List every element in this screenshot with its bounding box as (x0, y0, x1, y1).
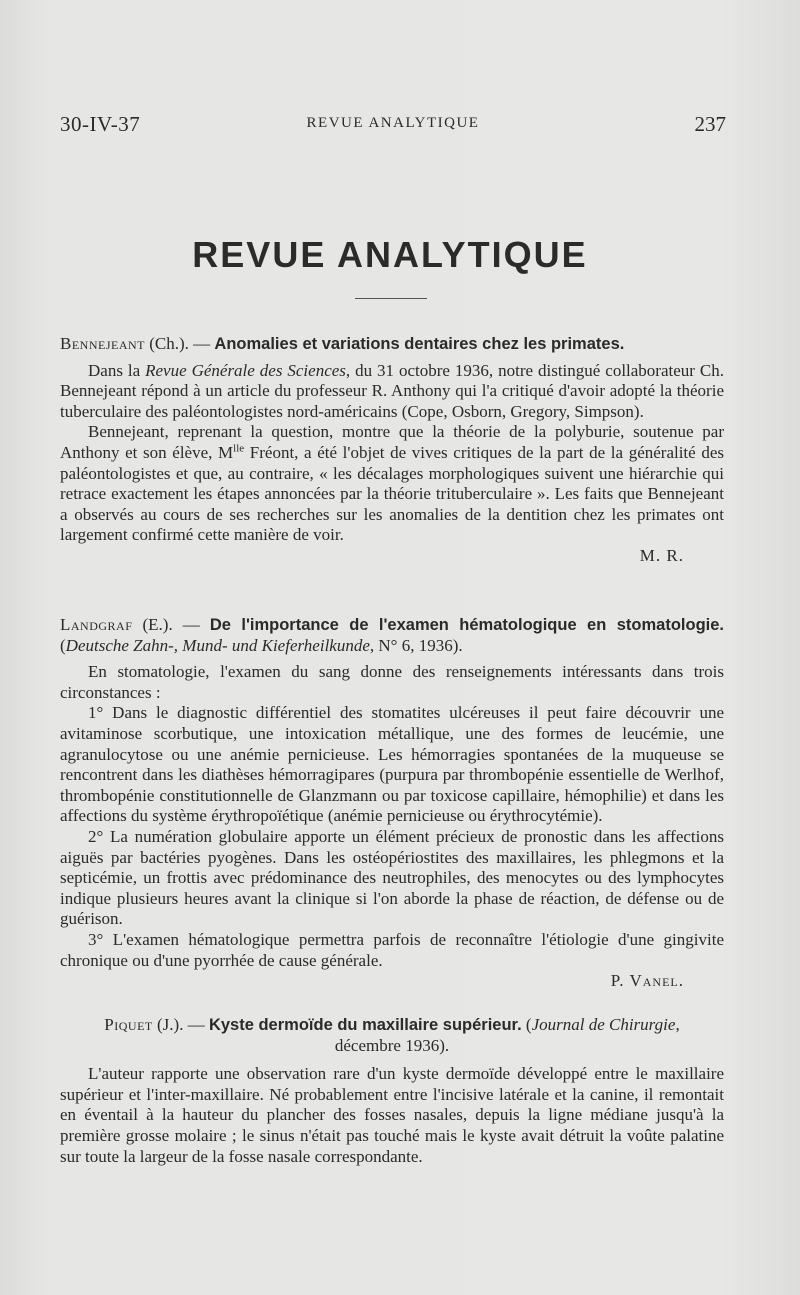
running-head-date: 30-IV-37 (60, 112, 141, 136)
paragraph-text: Dans la (88, 360, 146, 380)
paragraph-text: Fréont, a été l'objet de vives critiques de la part de la généralité des paléontologistes et que, au contraire, « les décalages morphologiques suivent une hiérarchie qui retrace exactement les étapes annoncées par la théorie trituberculaire ». Les faits que Bennejeant a observés au cours de ses recherches sur les anomalies de la dentition chez les primates ont largement confirmé cette manière de voir. (60, 442, 724, 545)
paragraph: 1° Dans le diagnostic différentiel des stomatites ulcéreuses il peut faire découvrir une avitaminose scorbutique, une intoxication métallique, une des formes de leucémie, une agranulocytose ou une anémie pernicieuse. Les hémorragies spontanées de la muqueuse se rencontrent dans les diathèses hémorragipares (purpura par thrombopénie essentielle de Werlhof, thrombopénie constitutionnelle de Glanzmann ou par toxicose capillaire, hémophilie) et dans les affections du système érythropoïétique (anémie pernicieuse ou érythrocytémie). (60, 703, 724, 826)
journal-name: Journal de Chirurgie (531, 1015, 676, 1034)
page-title: REVUE ANALYTIQUE (192, 234, 588, 275)
paragraph (60, 422, 724, 546)
entry-author: Landgraf (60, 615, 133, 634)
entry-author-initials: (J.). — (152, 1015, 209, 1034)
entry-bennejeant (60, 334, 724, 567)
paragraph: 3° L'examen hématologique permettra parfois de reconnaître l'étiologie d'une gingivite chronique ou d'une pyorrhée de cause générale. (60, 929, 724, 970)
paragraph: 2° La numération globulaire apporte un élément précieux de pronostic dans les affections aiguës par bactéries pyogènes. Dans les ostéopériostites des maxillaires, les phlegmons et la septicémie, un frottis avec prédominance des neutrophiles, des menocytes ou des lymphocytes indique plusieurs heures avant la clinique si l'on aborde la phase de réaction, de défense ou de guérison. (60, 826, 724, 929)
source-text: ( (521, 1015, 532, 1034)
source-text: ( (60, 635, 66, 655)
entry-piquet (60, 1015, 724, 1167)
entry-author: Bennejeant (60, 334, 145, 353)
entry-heading (60, 615, 724, 656)
title-rule (355, 298, 427, 299)
entry-author-initials: (E.). — (132, 615, 210, 634)
entry-heading (60, 1015, 724, 1056)
running-head-title: REVUE ANALYTIQUE (306, 115, 480, 131)
paragraph-text: , du 31 octobre 1936, notre distingué collaborateur Ch. Bennejeant répond à un article du professeur R. Anthony qui l'a critiqué d'avoir adopté la théorie tuberculaire des paléontologistes nord-américains (Cope, Osborn, Gregory, Simpson). (60, 360, 724, 421)
source-text: , décembre 1936). (334, 1015, 680, 1055)
running-head (60, 112, 726, 142)
signature: M. R. (639, 545, 684, 565)
journal-name: Deutsche Zahn-, Mund- und Kieferheilkunde (65, 635, 370, 655)
paragraph: En stomatologie, l'examen du sang donne des renseignements intéressants dans trois circonstances : (60, 662, 724, 702)
source-text: , N° 6, 1936). (369, 635, 463, 655)
signature: P. Vanel. (610, 971, 684, 991)
entry-author-initials: (Ch.). — (145, 334, 215, 353)
paragraph: L'auteur rapporte une observation rare d'un kyste dermoïde développé entre le maxillaire supérieur et l'inter-maxillaire. Né probablement entre l'incisive latérale et la canine, il remontait en éventail à la hauteur du plancher des fosses nasales, depuis la ligne médiane jusqu'à la première grosse molaire ; le sinus n'était pas touché mais le kyste avait détruit la voûte palatine sur toute la largeur de la fosse nasale correspondante. (60, 1064, 724, 1166)
entry-title: De l'importance de l'examen hématologique en stomatologie. (209, 616, 724, 634)
entry-title: Kyste dermoïde du maxillaire supérieur. (208, 1016, 522, 1034)
entry-title: Anomalies et variations dentaires chez les primates. (214, 335, 625, 353)
superscript: lle (233, 442, 245, 455)
entry-author: Piquet (104, 1015, 153, 1034)
entry-landgraf (60, 615, 724, 992)
entry-heading (60, 334, 724, 355)
paragraph (60, 361, 724, 423)
paragraph-text: Bennejeant, reprenant la question, montre que la théorie de la polyburie, soutenue par Anthony et son élève, M (60, 422, 724, 462)
journal-name: Revue Générale des Sciences (145, 360, 346, 380)
page-number: 237 (694, 112, 726, 136)
